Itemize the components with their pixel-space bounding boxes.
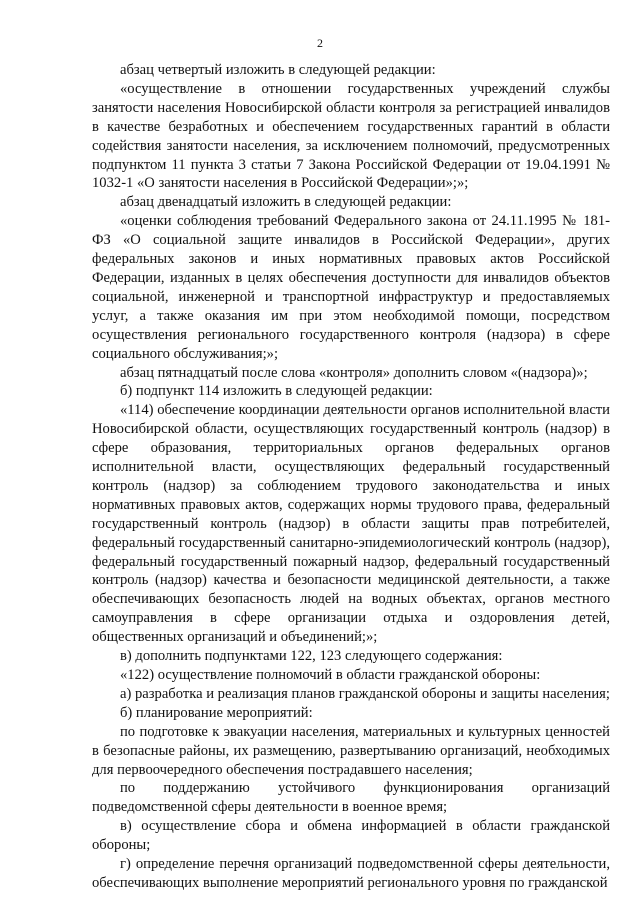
page-number: 2 — [317, 36, 323, 50]
paragraph: абзац пятнадцатый после слова «контроля» дополнить словом «(надзора)»; — [120, 364, 588, 381]
paragraph: «114) обеспечение координации деятельности органов исполнительной власти Новосибирской области, осуществляющих государственный контроль (надзор) в сфере образования, территориальных органов федеральных органов исполнительной власти, осуществляющих федеральный государственный контроль (надзор) за соблюдением трудового законодательства и иных нормативных правовых актов, содержащих нормы трудового права, федеральный государственный контроль (надзор) в области защиты прав потребителей, федеральный государственный санитарно-эпидемиологический контроль (надзор), федеральный государственный пожарный надзор, федеральный государственный контроль (надзор) качества и безопасности медицинской деятельности, а также обеспечивающих безопасность людей на водных объектах, органов местного самоуправления в сфере организации отдыха и оздоровления детей, общественных организаций и объединений;»; — [92, 402, 610, 646]
paragraph: б) подпункт 114 изложить в следующей редакции: — [120, 383, 433, 400]
paragraph: абзац четвертый изложить в следующей редакции: — [120, 62, 436, 78]
document-body — [92, 61, 610, 893]
paragraph: «осуществление в отношении государственных учреждений службы занятости населения Новосибирской области контроля за регистрацией инвалидов в качестве безработных и обеспечением государственных гарантий в области содействия занятости населения, за исключением полномочий, предусмотренных подпунктом 11 пункта 3 статьи 7 Закона Российской Федерации от 19.04.1991 № 1032-1 «О занятости населения в Российской Федерации»;»; — [92, 80, 610, 192]
paragraph: по подготовке к эвакуации населения, материальных и культурных ценностей в безопасные районы, их размещению, развертыванию организаций, необходимых для первоочередного обеспечения пострадавшего населения; — [92, 723, 610, 778]
paragraph: в) дополнить подпунктами 122, 123 следующего содержания: — [120, 648, 503, 665]
paragraph: «122) осуществление полномочий в области гражданской обороны: — [120, 667, 541, 683]
paragraph: г) определение перечня организаций подведомственной сферы деятельности, обеспечивающих выполнение мероприятий регионального уровня по гражданской — [92, 856, 610, 891]
paragraph: в) осуществление сбора и обмена информацией в области гражданской обороны; — [92, 818, 610, 854]
paragraph: а) разработка и реализация планов гражданской обороны и защиты населения; — [120, 685, 610, 702]
paragraph: по поддержанию устойчивого функционирования организаций подведомственной сферы деятельности в военное время; — [92, 780, 610, 816]
paragraph: б) планирование мероприятий: — [120, 704, 313, 721]
paragraph: абзац двенадцатый изложить в следующей редакции: — [120, 194, 452, 211]
paragraph: «оценки соблюдения требований Федерального закона от 24.11.1995 № 181-ФЗ «О социальной защите инвалидов в Российской Федерации», других федеральных законов и иных нормативных правовых актов Российской Федерации, изданных в целях обеспечения доступности для инвалидов объектов социальной, инженерной и транспортной инфраструктур и предоставляемых услуг, а также оказания им при этом необходимой помощи, посредством осуществления регионального государственного контроля (надзора) в сфере социального обслуживания;»; — [92, 213, 610, 362]
